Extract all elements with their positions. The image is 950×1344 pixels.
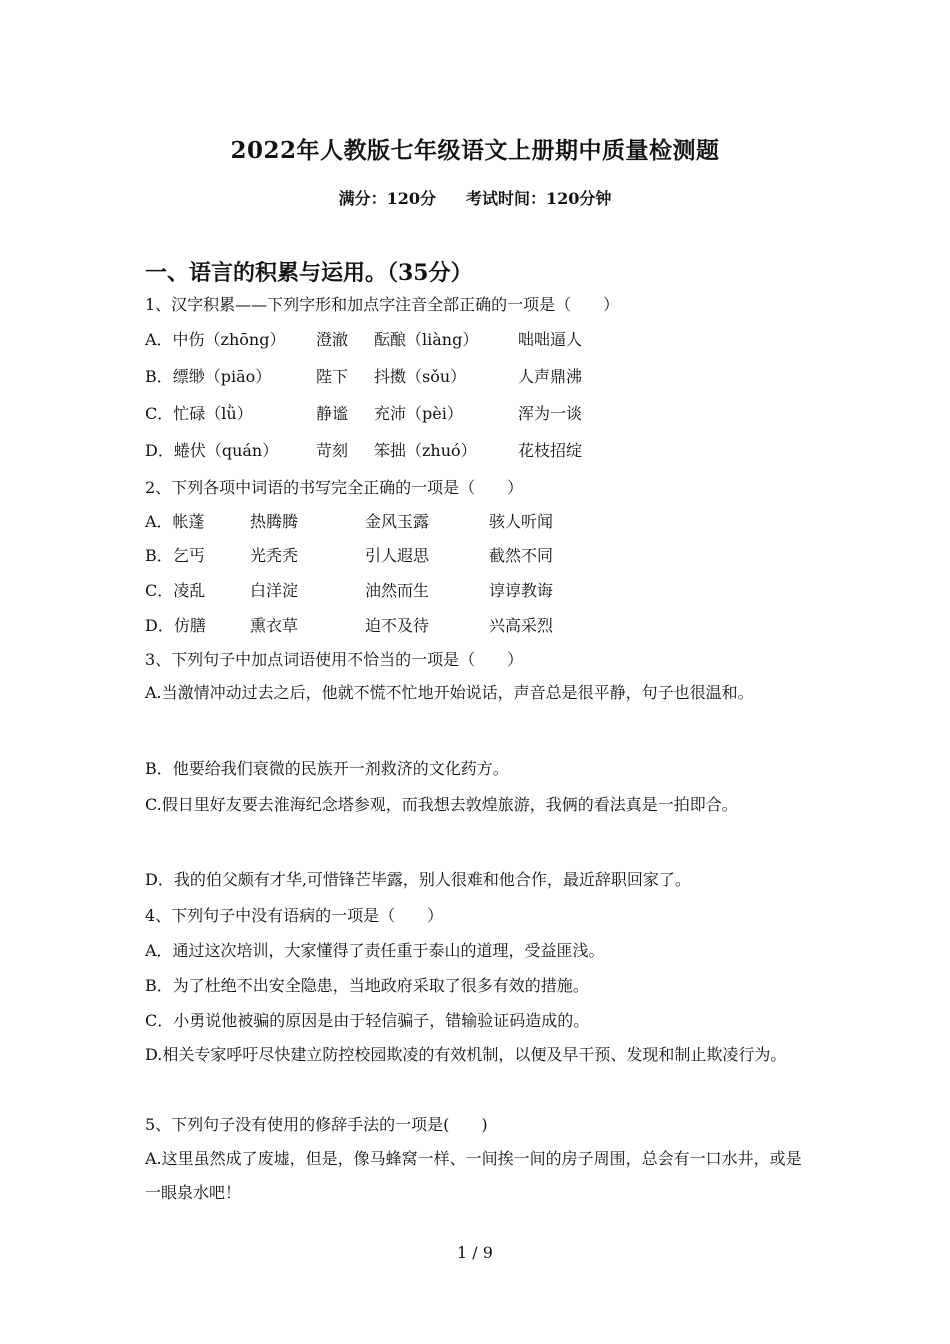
option-cell: B．乞丐: [145, 546, 205, 565]
option-cell: 苛刻: [316, 441, 349, 460]
option-cell: 抖擞（sǒu）: [374, 367, 467, 386]
option-cell: 花枝招绽: [518, 441, 583, 460]
option-cell: 澄澈: [316, 330, 349, 349]
option-cell: 人声鼎沸: [518, 367, 583, 386]
option-cell: 迫不及待: [365, 616, 430, 635]
option-cell: 白洋淀: [250, 581, 299, 600]
question-3-option-d: D．我的伯父颇有才华,可惜锋芒毕露，别人很难和他合作，最近辞职回家了。: [145, 870, 691, 889]
question-4-option-c: C．小勇说他被骗的原因是由于轻信骗子，错输验证码造成的。: [145, 1011, 590, 1030]
option-cell: D．仿膳: [145, 616, 206, 635]
option-cell: 充沛（pèi）: [374, 404, 463, 423]
exam-info: [0, 186, 950, 209]
page-number: 1 / 9: [457, 1243, 493, 1262]
option-cell: 油然而生: [365, 581, 430, 600]
question-4-option-a: A．通过这次培训，大家懂得了责任重于泰山的道理，受益匪浅。: [145, 941, 605, 960]
option-cell: 骇人听闻: [489, 512, 554, 531]
option-cell: A．帐蓬: [145, 512, 205, 531]
question-1-stem: 1、汉字积累——下列字形和加点字注音全部正确的一项是（ ）: [145, 295, 620, 314]
option-cell: 引人遐思: [365, 546, 430, 565]
question-3-option-c: C.假日里好友要去淮海纪念塔参观，而我想去敦煌旅游，我俩的看法真是一拍即合。: [145, 795, 738, 814]
question-4-option-b: B．为了杜绝不出安全隐患，当地政府采取了很多有效的措施。: [145, 976, 589, 995]
option-cell: 笨拙（zhuó）: [374, 441, 477, 460]
option-cell: 静谧: [316, 404, 349, 423]
option-cell: 谆谆教诲: [489, 581, 554, 600]
option-cell: 兴高采烈: [489, 616, 554, 635]
option-cell: 酝酿（liàng）: [374, 330, 479, 349]
question-3-option-b: B．他要给我们衰微的民族开一剂救济的文化药方。: [145, 759, 509, 778]
option-cell: 咄咄逼人: [518, 330, 583, 349]
option-cell: D．蜷伏（quán）: [145, 441, 279, 460]
option-cell: 光秃秃: [250, 546, 299, 565]
question-5-stem: 5、下列句子没有使用的修辞手法的一项是( ): [145, 1115, 488, 1134]
option-cell: 浑为一谈: [518, 404, 583, 423]
question-3-stem: 3、下列句子中加点词语使用不恰当的一项是（ ）: [145, 650, 524, 669]
option-cell: C．忙碌（lǜ）: [145, 404, 253, 423]
option-cell: B．缥缈（piāo）: [145, 367, 272, 386]
option-cell: 陛下: [316, 367, 349, 386]
question-3-option-a: A.当激情冲动过去之后，他就不慌不忙地开始说话，声音总是很平静，句子也很温和。: [145, 683, 754, 702]
question-4-stem: 4、下列句子中没有语病的一项是（ ）: [145, 906, 444, 925]
time-info: 考试时间：120分钟: [466, 189, 612, 208]
score-info: 满分：120分: [338, 189, 436, 208]
question-2-stem: 2、下列各项中词语的书写完全正确的一项是（ ）: [145, 478, 524, 497]
option-cell: C．凌乱: [145, 581, 206, 600]
question-4-option-d: D.相关专家呼吁尽快建立防控校园欺凌的有效机制，以便及早干预、发现和制止欺凌行为。: [145, 1045, 787, 1064]
option-cell: 熏衣草: [250, 616, 299, 635]
option-cell: A．中伤（zhōng）: [145, 330, 286, 349]
question-5-option-a: A.这里虽然成了废墟，但是，像马蜂窝一样、一间挨一间的房子周围，总会有一口水井，或是一眼泉水吧！: [145, 1149, 802, 1202]
option-cell: 截然不同: [489, 546, 554, 565]
option-cell: 热腾腾: [250, 512, 299, 531]
option-cell: 金风玉露: [365, 512, 430, 531]
page-title: 2022年人教版七年级语文上册期中质量检测题: [230, 137, 720, 164]
section-heading: 一、语言的积累与运用。（35分）: [145, 260, 473, 286]
